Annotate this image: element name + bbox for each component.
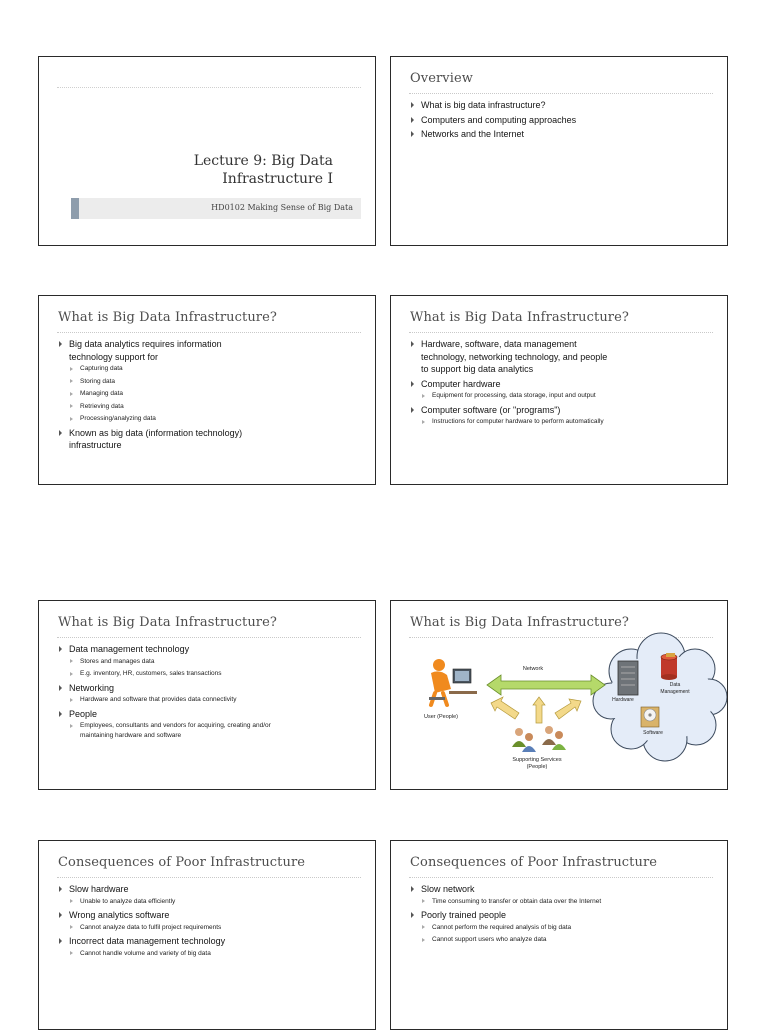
bullet-item: Known as big data (information technology) infrastructure bbox=[58, 427, 250, 452]
support-label-2: (People) bbox=[526, 764, 548, 770]
course-name: HD0102 Making Sense of Big Data bbox=[211, 203, 353, 212]
bullet-item bbox=[58, 708, 275, 741]
slide-title: What is Big Data Infrastructure? bbox=[58, 310, 277, 325]
infrastructure-diagram bbox=[391, 601, 728, 790]
software-box-icon bbox=[641, 707, 659, 727]
sub-bullet-item: Storing data bbox=[69, 377, 250, 387]
bullet-item bbox=[410, 378, 617, 401]
lecture-title-line2: Infrastructure I bbox=[222, 171, 333, 187]
sub-bullet-item: Stores and manages data bbox=[69, 657, 275, 667]
sub-bullet-list bbox=[421, 391, 617, 401]
bullet-text: Slow hardware bbox=[69, 884, 129, 894]
bullet-text: Incorrect data management technology bbox=[69, 936, 226, 946]
data-management-label-2: Management bbox=[660, 689, 690, 695]
slide-3-infrastructure bbox=[38, 295, 376, 485]
bullet-item bbox=[58, 909, 357, 932]
sub-bullet-item: Time consuming to transfer or obtain data over the Internet bbox=[421, 897, 617, 907]
title-rule bbox=[409, 93, 713, 94]
course-bar-accent bbox=[71, 198, 79, 219]
sub-bullet-item: Equipment for processing, data storage, input and output bbox=[421, 391, 617, 401]
bullet-item bbox=[410, 883, 617, 906]
hardware-server-icon bbox=[618, 661, 638, 695]
bullet-text: Networking bbox=[69, 682, 115, 693]
network-label: Network bbox=[522, 666, 544, 672]
bullet-text: Data management technology bbox=[69, 644, 190, 654]
bullet-text: Computer software (or "programs") bbox=[421, 404, 561, 415]
sub-bullet-item: Instructions for computer hardware to perform automatically bbox=[421, 417, 617, 427]
slide-4-infrastructure bbox=[390, 295, 728, 485]
slide-2-overview bbox=[390, 56, 728, 246]
sub-bullet-item: Cannot handle volume and variety of big data bbox=[69, 949, 357, 959]
sub-bullet-list bbox=[421, 417, 617, 427]
slide-title: What is Big Data Infrastructure? bbox=[410, 615, 629, 630]
bullet-item bbox=[58, 935, 357, 958]
bullet-text: Big data analytics requires information technology support for bbox=[69, 339, 222, 362]
data-management-label: Data bbox=[669, 682, 681, 688]
bullet-item: Networks and the Internet bbox=[410, 128, 709, 141]
bullet-text: Computer hardware bbox=[421, 378, 501, 389]
bullet-item: Hardware, software, data management technology, networking technology, and people to support big data analytics bbox=[410, 338, 617, 376]
sub-bullet-item: Cannot perform the required analysis of big data bbox=[421, 923, 617, 933]
sub-bullet-item: Employees, consultants and vendors for acquiring, creating and/or maintaining hardware and software bbox=[69, 721, 275, 740]
user-label: User (People) bbox=[424, 714, 458, 720]
sub-bullet-item: Retrieving data bbox=[69, 402, 250, 412]
bullet-list bbox=[410, 883, 617, 948]
hardware-label: Hardware bbox=[612, 697, 634, 703]
title-rule bbox=[57, 332, 361, 333]
sub-bullet-list bbox=[421, 897, 617, 907]
bullet-item bbox=[58, 643, 275, 679]
bullet-item bbox=[410, 909, 617, 945]
sub-bullet-item: Unable to analyze data efficiently bbox=[69, 897, 357, 907]
sub-bullet-item: Capturing data bbox=[69, 364, 250, 374]
title-rule bbox=[409, 877, 713, 878]
sub-bullet-item: E.g. inventory, HR, customers, sales transactions bbox=[69, 669, 275, 679]
sub-bullet-list bbox=[69, 949, 357, 959]
support-arrows bbox=[491, 697, 581, 723]
bullet-list bbox=[58, 338, 250, 454]
user-at-computer-icon bbox=[429, 659, 477, 705]
slide-7-consequences bbox=[38, 840, 376, 1030]
title-rule bbox=[57, 877, 361, 878]
slide-6-diagram bbox=[390, 600, 728, 790]
sub-bullet-list bbox=[421, 923, 617, 945]
sub-bullet-list bbox=[69, 695, 275, 705]
bullet-item bbox=[58, 883, 357, 906]
bullet-text: Wrong analytics software bbox=[69, 910, 170, 920]
bullet-text: Slow network bbox=[421, 884, 475, 894]
slide-title: Consequences of Poor Infrastructure bbox=[410, 855, 658, 870]
sub-bullet-list bbox=[69, 923, 357, 933]
support-label: Supporting Services bbox=[512, 757, 562, 763]
bullet-item bbox=[58, 338, 250, 424]
sub-bullet-item: Hardware and software that provides data connectivity bbox=[69, 695, 275, 705]
title-rule bbox=[57, 637, 361, 638]
course-bar bbox=[71, 198, 361, 219]
software-label: Software bbox=[643, 730, 663, 736]
slide-1-title bbox=[38, 56, 376, 246]
network-arrow bbox=[487, 675, 605, 695]
slide-title: What is Big Data Infrastructure? bbox=[410, 310, 629, 325]
bullet-item bbox=[58, 682, 275, 705]
bullet-item bbox=[410, 404, 617, 427]
database-icon bbox=[661, 653, 677, 680]
bullet-item: What is big data infrastructure? bbox=[410, 99, 709, 112]
lecture-title bbox=[194, 152, 333, 188]
supporting-services-people-icon bbox=[512, 726, 566, 752]
slide-title: What is Big Data Infrastructure? bbox=[58, 615, 277, 630]
slide-title: Consequences of Poor Infrastructure bbox=[58, 855, 306, 870]
slide-title: Overview bbox=[410, 71, 474, 86]
title-rule bbox=[409, 332, 713, 333]
sub-bullet-list bbox=[69, 721, 275, 740]
lecture-title-line1: Lecture 9: Big Data bbox=[193, 153, 333, 169]
sub-bullet-item: Processing/analyzing data bbox=[69, 414, 250, 424]
sub-bullet-list bbox=[69, 364, 250, 424]
title-dotted-rule bbox=[57, 87, 361, 88]
bullet-list bbox=[58, 643, 275, 743]
sub-bullet-list bbox=[69, 897, 357, 907]
bullet-list bbox=[58, 883, 357, 961]
bullet-item: Computers and computing approaches bbox=[410, 114, 709, 127]
sub-bullet-item: Cannot analyze data to fulfil project requirements bbox=[69, 923, 357, 933]
sub-bullet-list bbox=[69, 657, 275, 679]
sub-bullet-item: Cannot support users who analyze data bbox=[421, 935, 617, 945]
bullet-text: People bbox=[69, 708, 98, 719]
bullet-list bbox=[410, 338, 617, 430]
slide-5-infrastructure bbox=[38, 600, 376, 790]
bullet-list bbox=[410, 99, 709, 143]
slide-8-consequences bbox=[390, 840, 728, 1030]
bullet-text: Poorly trained people bbox=[421, 910, 507, 920]
sub-bullet-item: Managing data bbox=[69, 389, 250, 399]
